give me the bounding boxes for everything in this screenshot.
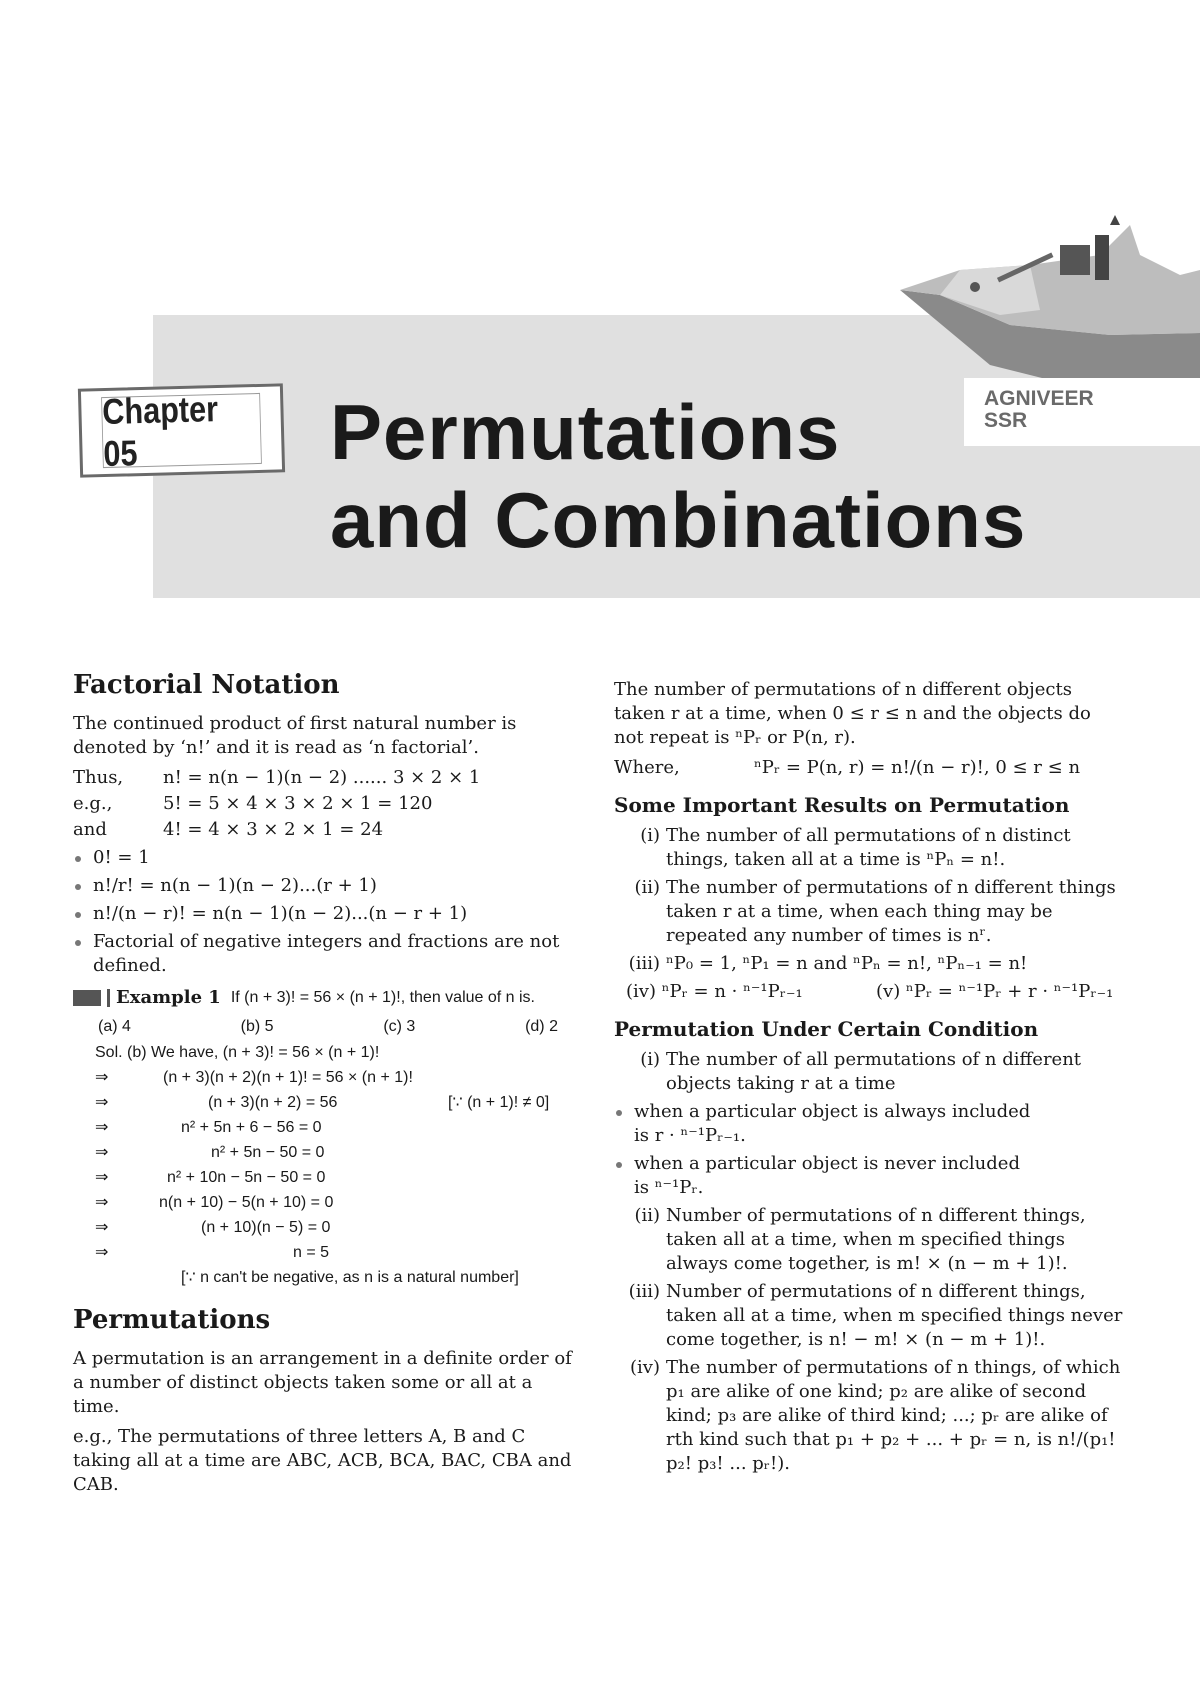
option-d: (d) 2: [525, 1018, 558, 1035]
result-text: The number of permutations of n different things taken r at a time, when each thing may be repeated any number of times is nʳ.: [666, 877, 1116, 946]
chapter-box: [78, 383, 285, 477]
exam-tag: [964, 378, 1200, 446]
permutation-example: e.g., The permutations of three letters A, B and C taking all at a time are ABC, ACB, BCA, BAC, CBA and CAB.: [73, 1426, 572, 1495]
result-number: (i): [640, 825, 660, 846]
implies-arrow: ⇒: [95, 1144, 109, 1161]
row-expr: 5! = 5 × 4 × 3 × 2 × 1 = 120: [163, 793, 433, 814]
condition-text: The number of permutations of n things, of which p₁ are alike of one kind; p₂ are alike of second kind; p₃ are alike of third kind; ...; pᵣ are alike of rth kind such that p₁ + p₂ + ... + pᵣ = n, is n!/(p₁! p₂! p₃! ... pᵣ!).: [666, 1357, 1121, 1474]
implies-arrow: ⇒: [95, 1219, 109, 1236]
option-a: (a) 4: [98, 1018, 131, 1035]
condition-bullet: when a particular object is never included is ⁿ⁻¹Pᵣ.: [614, 1152, 1034, 1200]
result-text: ⁿP₀ = 1, ⁿP₁ = n and ⁿPₙ = n!, ⁿPₙ₋₁ = n!: [666, 953, 1028, 974]
condition-number: (ii): [634, 1205, 660, 1226]
left-column: [73, 668, 583, 1503]
condition-number: (i): [640, 1049, 660, 1070]
step-expr: n = 5: [293, 1244, 330, 1261]
solution-step: [73, 1242, 583, 1264]
solution-step: [73, 1217, 583, 1239]
implies-arrow: ⇒: [95, 1094, 109, 1111]
solution-step: [73, 1117, 583, 1139]
right-column: [614, 678, 1124, 1480]
step-expr: (n + 3)(n + 2) = 56: [208, 1094, 338, 1111]
solution-step: [73, 1142, 583, 1164]
where-formula: ⁿPᵣ = P(n, r) = n!/(n − r)!, 0 ≤ r ≤ n: [754, 757, 1081, 778]
where-label: Where,: [614, 757, 680, 778]
condition-item: [614, 1356, 1124, 1476]
step-expr: n(n + 10) − 5(n + 10) = 0: [159, 1194, 334, 1211]
heading-important-results: Some Important Results on Permutation: [614, 793, 1070, 817]
result-number: (ii): [634, 877, 660, 898]
example-marker-icon: [73, 990, 101, 1006]
result-text: The number of all permutations of n distinct things, taken all at a time is ⁿPₙ = n!.: [666, 825, 1071, 870]
heading-certain-condition: Permutation Under Certain Condition: [614, 1017, 1039, 1041]
permutation-definition: A permutation is an arrangement in a definite order of a number of distinct objects taken some or all at a time.: [73, 1348, 572, 1417]
title-line-1: Permutations: [330, 388, 841, 476]
step-expr: n² + 5n + 6 − 56 = 0: [181, 1119, 322, 1136]
factorial-intro: The continued product of first natural number is denoted by ‘n!’ and it is read as ‘n factorial’.: [73, 713, 517, 758]
solution: [73, 1042, 583, 1064]
bullet-item: n!/r! = n(n − 1)(n − 2)...(r + 1): [73, 874, 583, 898]
title-line-2: and Combinations: [330, 476, 1027, 564]
row-label: and: [73, 819, 107, 840]
bullet-item: 0! = 1: [73, 846, 583, 870]
condition-number: (iv): [630, 1357, 660, 1378]
row-label: Thus,: [73, 767, 124, 788]
implies-arrow: ⇒: [95, 1069, 109, 1086]
chapter-label: Chapter 05: [101, 393, 262, 468]
chapter-title: [330, 388, 1026, 564]
option-c: (c) 3: [383, 1018, 416, 1035]
where-row: [614, 756, 1124, 780]
solution-note: [∵ n can't be negative, as n is a natural number]: [181, 1269, 519, 1286]
result-iv: (iv) ⁿPᵣ = n · ⁿ⁻¹Pᵣ₋₁: [626, 981, 803, 1002]
condition-bullet: when a particular object is always included is r · ⁿ⁻¹Pᵣ₋₁.: [614, 1100, 1034, 1148]
factorial-row: [73, 792, 583, 816]
result-item: [614, 824, 1124, 872]
implies-arrow: ⇒: [95, 1169, 109, 1186]
step-expr: n² + 10n − 5n − 50 = 0: [167, 1169, 326, 1186]
example-options: [73, 1016, 583, 1038]
step-expr: (n + 10)(n − 5) = 0: [201, 1219, 331, 1236]
implies-arrow: ⇒: [95, 1194, 109, 1211]
factorial-row: [73, 766, 583, 790]
result-item: [614, 876, 1124, 948]
row-expr: 4! = 4 × 3 × 2 × 1 = 24: [163, 819, 384, 840]
row-expr: n! = n(n − 1)(n − 2) ...... 3 × 2 × 1: [163, 767, 481, 788]
condition-item: [614, 1048, 1124, 1096]
tag-line-2: SSR: [984, 409, 1028, 432]
condition-number: (iii): [628, 1281, 660, 1302]
row-label: e.g.,: [73, 793, 113, 814]
condition-text: Number of permutations of n different things, taken all at a time, when m specified things never come together, is n! − m! × (n − m + 1)!.: [666, 1281, 1123, 1350]
step-expr: (n + 3)(n + 2)(n + 1)! = 56 × (n + 1)!: [163, 1069, 413, 1086]
solution-step: [73, 1192, 583, 1214]
example-label: Example 1: [116, 987, 221, 1008]
permutation-intro: The number of permutations of n different objects taken r at a time, when 0 ≤ r ≤ n and the objects do not repeat is ⁿPᵣ or P(n, r).: [614, 679, 1091, 748]
condition-text: Number of permutations of n different things, taken all at a time, when m specified things always come together, is m! × (n − m + 1)!.: [666, 1205, 1086, 1274]
result-item: [614, 952, 1124, 976]
tag-line-1: AGNIVEER: [984, 387, 1094, 410]
condition-item: [614, 1280, 1124, 1352]
implies-arrow: ⇒: [95, 1244, 109, 1261]
solution-steps: [73, 1067, 583, 1289]
heading-permutations: Permutations: [73, 1305, 271, 1335]
solution-step: [73, 1067, 583, 1089]
heading-factorial: Factorial Notation: [73, 670, 340, 700]
warship-icon: [900, 215, 1200, 380]
result-number: (iii): [628, 953, 660, 974]
option-b: (b) 5: [240, 1018, 274, 1035]
bullet-item: Factorial of negative integers and fractions are not defined.: [73, 930, 583, 978]
bullet-item: n!/(n − r)! = n(n − 1)(n − 2)...(n − r + 1): [73, 902, 583, 926]
result-v: (v) ⁿPᵣ = ⁿ⁻¹Pᵣ + r · ⁿ⁻¹Pᵣ₋₁: [876, 981, 1114, 1002]
example-header: [73, 986, 583, 1010]
implies-arrow: ⇒: [95, 1119, 109, 1136]
result-pair: [614, 980, 1124, 1004]
step-note: [∵ (n + 1)! ≠ 0]: [448, 1094, 550, 1111]
step-expr: n² + 5n − 50 = 0: [211, 1144, 325, 1161]
solution-step: [73, 1092, 583, 1114]
example-question: If (n + 3)! = 56 × (n + 1)!, then value of n is.: [230, 989, 535, 1006]
factorial-row: [73, 818, 583, 842]
solution-step: [73, 1167, 583, 1189]
condition-item: [614, 1204, 1124, 1276]
solution-first-line: Sol. (b) We have, (n + 3)! = 56 × (n + 1)!: [95, 1044, 380, 1061]
condition-text: The number of all permutations of n different objects taking r at a time: [666, 1049, 1082, 1094]
example-marker-line-icon: [107, 989, 110, 1007]
